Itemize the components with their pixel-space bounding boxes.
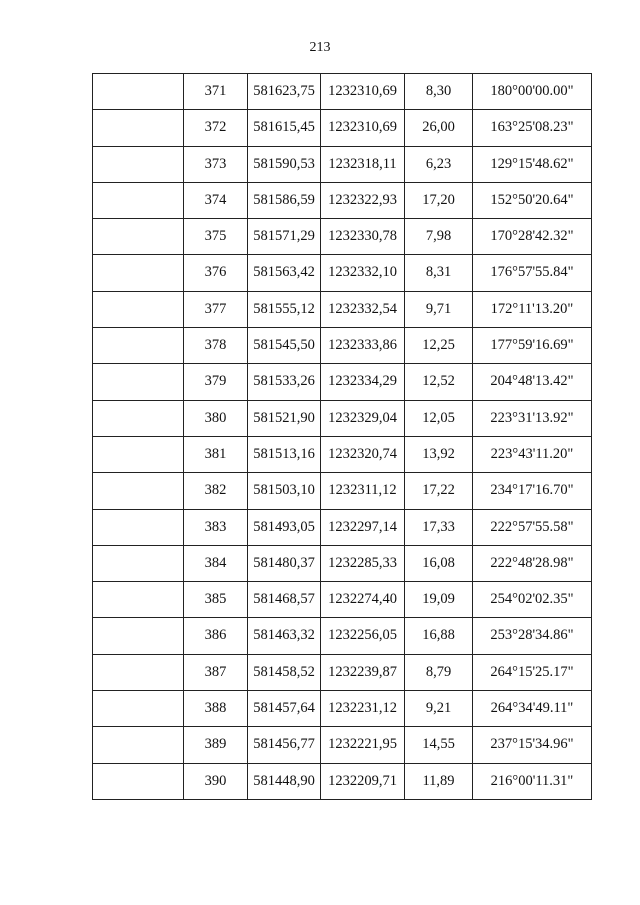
blank-cell — [93, 255, 184, 291]
y-coordinate-cell: 1232256,05 — [321, 618, 405, 654]
point-number-cell: 389 — [184, 727, 248, 763]
point-number-cell: 384 — [184, 545, 248, 581]
angle-cell: 152°50'20.64" — [473, 182, 592, 218]
x-coordinate-cell: 581563,42 — [248, 255, 321, 291]
distance-cell: 19,09 — [405, 582, 473, 618]
table-row — [93, 291, 592, 327]
point-number-cell: 386 — [184, 618, 248, 654]
blank-cell — [93, 364, 184, 400]
angle-cell: 264°15'25.17" — [473, 654, 592, 690]
blank-cell — [93, 473, 184, 509]
distance-cell: 12,52 — [405, 364, 473, 400]
angle-cell: 254°02'02.35" — [473, 582, 592, 618]
point-number-cell: 379 — [184, 364, 248, 400]
distance-cell: 9,71 — [405, 291, 473, 327]
table-row — [93, 654, 592, 690]
point-number-cell: 373 — [184, 146, 248, 182]
point-number-cell: 380 — [184, 400, 248, 436]
blank-cell — [93, 291, 184, 327]
blank-cell — [93, 74, 184, 110]
point-number-cell: 382 — [184, 473, 248, 509]
distance-cell: 17,33 — [405, 509, 473, 545]
x-coordinate-cell: 581458,52 — [248, 654, 321, 690]
distance-cell: 14,55 — [405, 727, 473, 763]
x-coordinate-cell: 581513,16 — [248, 436, 321, 472]
blank-cell — [93, 328, 184, 364]
y-coordinate-cell: 1232239,87 — [321, 654, 405, 690]
distance-cell: 17,22 — [405, 473, 473, 509]
table-row — [93, 255, 592, 291]
x-coordinate-cell: 581615,45 — [248, 110, 321, 146]
x-coordinate-cell: 581623,75 — [248, 74, 321, 110]
point-number-cell: 376 — [184, 255, 248, 291]
table-row — [93, 509, 592, 545]
x-coordinate-cell: 581480,37 — [248, 545, 321, 581]
point-number-cell: 378 — [184, 328, 248, 364]
y-coordinate-cell: 1232231,12 — [321, 691, 405, 727]
blank-cell — [93, 110, 184, 146]
y-coordinate-cell: 1232221,95 — [321, 727, 405, 763]
x-coordinate-cell: 581555,12 — [248, 291, 321, 327]
blank-cell — [93, 400, 184, 436]
blank-cell — [93, 691, 184, 727]
point-number-cell: 385 — [184, 582, 248, 618]
y-coordinate-cell: 1232333,86 — [321, 328, 405, 364]
x-coordinate-cell: 581571,29 — [248, 219, 321, 255]
y-coordinate-cell: 1232297,14 — [321, 509, 405, 545]
y-coordinate-cell: 1232322,93 — [321, 182, 405, 218]
table-row — [93, 473, 592, 509]
table-row — [93, 436, 592, 472]
x-coordinate-cell: 581448,90 — [248, 763, 321, 799]
angle-cell: 177°59'16.69" — [473, 328, 592, 364]
blank-cell — [93, 582, 184, 618]
y-coordinate-cell: 1232274,40 — [321, 582, 405, 618]
point-number-cell: 371 — [184, 74, 248, 110]
angle-cell: 222°48'28.98" — [473, 545, 592, 581]
y-coordinate-cell: 1232310,69 — [321, 110, 405, 146]
table-row — [93, 364, 592, 400]
distance-cell: 8,79 — [405, 654, 473, 690]
distance-cell: 7,98 — [405, 219, 473, 255]
y-coordinate-cell: 1232310,69 — [321, 74, 405, 110]
coordinates-table — [92, 73, 592, 800]
distance-cell: 6,23 — [405, 146, 473, 182]
table-row — [93, 582, 592, 618]
x-coordinate-cell: 581457,64 — [248, 691, 321, 727]
x-coordinate-cell: 581590,53 — [248, 146, 321, 182]
distance-cell: 9,21 — [405, 691, 473, 727]
point-number-cell: 388 — [184, 691, 248, 727]
blank-cell — [93, 146, 184, 182]
angle-cell: 172°11'13.20" — [473, 291, 592, 327]
x-coordinate-cell: 581493,05 — [248, 509, 321, 545]
angle-cell: 223°31'13.92" — [473, 400, 592, 436]
table-row — [93, 219, 592, 255]
y-coordinate-cell: 1232285,33 — [321, 545, 405, 581]
y-coordinate-cell: 1232332,54 — [321, 291, 405, 327]
angle-cell: 170°28'42.32" — [473, 219, 592, 255]
x-coordinate-cell: 581456,77 — [248, 727, 321, 763]
x-coordinate-cell: 581503,10 — [248, 473, 321, 509]
angle-cell: 264°34'49.11" — [473, 691, 592, 727]
table-row — [93, 74, 592, 110]
x-coordinate-cell: 581545,50 — [248, 328, 321, 364]
table-row — [93, 618, 592, 654]
page-number: 213 — [309, 40, 331, 55]
y-coordinate-cell: 1232311,12 — [321, 473, 405, 509]
point-number-cell: 383 — [184, 509, 248, 545]
blank-cell — [93, 654, 184, 690]
distance-cell: 26,00 — [405, 110, 473, 146]
blank-cell — [93, 436, 184, 472]
y-coordinate-cell: 1232330,78 — [321, 219, 405, 255]
table-row — [93, 691, 592, 727]
y-coordinate-cell: 1232209,71 — [321, 763, 405, 799]
angle-cell: 176°57'55.84" — [473, 255, 592, 291]
table-row — [93, 110, 592, 146]
table-row — [93, 146, 592, 182]
point-number-cell: 390 — [184, 763, 248, 799]
y-coordinate-cell: 1232318,11 — [321, 146, 405, 182]
point-number-cell: 372 — [184, 110, 248, 146]
blank-cell — [93, 182, 184, 218]
blank-cell — [93, 509, 184, 545]
x-coordinate-cell: 581468,57 — [248, 582, 321, 618]
x-coordinate-cell: 581521,90 — [248, 400, 321, 436]
distance-cell: 12,25 — [405, 328, 473, 364]
point-number-cell: 381 — [184, 436, 248, 472]
angle-cell: 234°17'16.70" — [473, 473, 592, 509]
x-coordinate-cell: 581533,26 — [248, 364, 321, 400]
distance-cell: 8,31 — [405, 255, 473, 291]
distance-cell: 16,08 — [405, 545, 473, 581]
x-coordinate-cell: 581463,32 — [248, 618, 321, 654]
table-row — [93, 763, 592, 799]
angle-cell: 253°28'34.86" — [473, 618, 592, 654]
blank-cell — [93, 545, 184, 581]
y-coordinate-cell: 1232329,04 — [321, 400, 405, 436]
angle-cell: 216°00'11.31" — [473, 763, 592, 799]
table-row — [93, 545, 592, 581]
table-row — [93, 328, 592, 364]
angle-cell: 180°00'00.00" — [473, 74, 592, 110]
point-number-cell: 387 — [184, 654, 248, 690]
angle-cell: 163°25'08.23" — [473, 110, 592, 146]
point-number-cell: 374 — [184, 182, 248, 218]
table-row — [93, 182, 592, 218]
distance-cell: 11,89 — [405, 763, 473, 799]
distance-cell: 12,05 — [405, 400, 473, 436]
angle-cell: 223°43'11.20" — [473, 436, 592, 472]
x-coordinate-cell: 581586,59 — [248, 182, 321, 218]
point-number-cell: 377 — [184, 291, 248, 327]
blank-cell — [93, 763, 184, 799]
blank-cell — [93, 219, 184, 255]
angle-cell: 204°48'13.42" — [473, 364, 592, 400]
point-number-cell: 375 — [184, 219, 248, 255]
table-row — [93, 727, 592, 763]
blank-cell — [93, 727, 184, 763]
y-coordinate-cell: 1232334,29 — [321, 364, 405, 400]
distance-cell: 8,30 — [405, 74, 473, 110]
y-coordinate-cell: 1232332,10 — [321, 255, 405, 291]
angle-cell: 222°57'55.58" — [473, 509, 592, 545]
angle-cell: 237°15'34.96" — [473, 727, 592, 763]
y-coordinate-cell: 1232320,74 — [321, 436, 405, 472]
distance-cell: 13,92 — [405, 436, 473, 472]
blank-cell — [93, 618, 184, 654]
angle-cell: 129°15'48.62" — [473, 146, 592, 182]
table-row — [93, 400, 592, 436]
distance-cell: 16,88 — [405, 618, 473, 654]
distance-cell: 17,20 — [405, 182, 473, 218]
